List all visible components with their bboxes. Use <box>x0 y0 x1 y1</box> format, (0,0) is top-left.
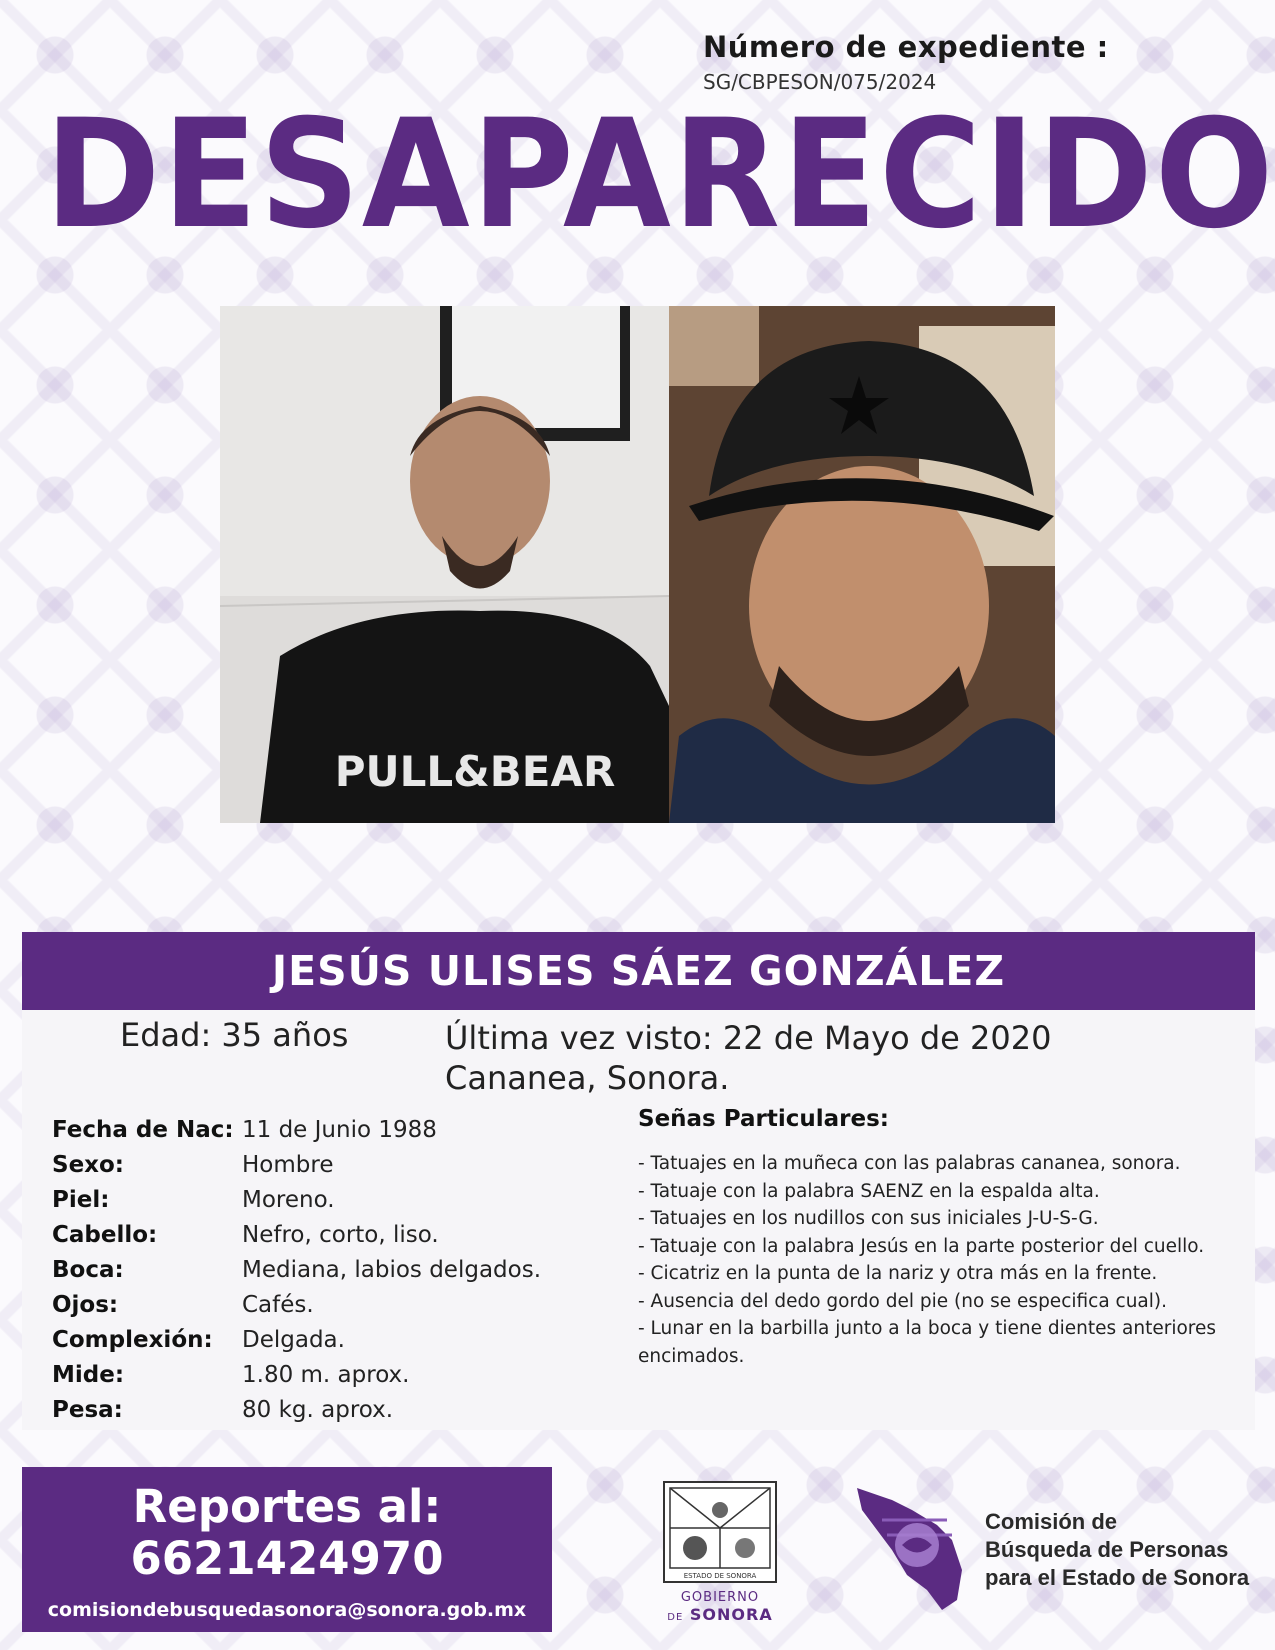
mark-item: - Ausencia del dedo gordo del pie (no se especifica cual). <box>638 1290 1168 1312</box>
detail-value: 80 kg. aprox. <box>242 1396 394 1423</box>
case-number-value: SG/CBPESON/075/2024 <box>703 70 937 94</box>
detail-value: Hombre <box>242 1151 334 1178</box>
comision-line3: para el Estado de Sonora <box>985 1565 1250 1590</box>
detail-label: Complexión: <box>52 1326 213 1353</box>
last-seen-date: Última vez visto: 22 de Mayo de 2020 <box>445 1019 1052 1057</box>
detail-row <box>52 1252 541 1287</box>
detail-row <box>52 1112 541 1147</box>
detail-value: Moreno. <box>242 1186 335 1213</box>
comision-logo-text <box>985 1508 1249 1592</box>
coat-caption: ESTADO DE SONORA <box>683 1572 757 1580</box>
detail-label: Fecha de Nac: <box>52 1116 234 1143</box>
mark-item: - Cicatriz en la punta de la nariz y otra más en la frente. <box>638 1263 1158 1284</box>
detail-value: Mediana, labios delgados. <box>242 1256 542 1283</box>
detail-label: Mide: <box>52 1361 125 1388</box>
detail-row <box>52 1392 541 1427</box>
photo-right <box>669 306 1055 823</box>
detail-value: 1.80 m. aprox. <box>242 1361 410 1388</box>
sonora-text: SONORA <box>689 1605 773 1624</box>
shirt-text: PULL&BEAR <box>334 747 616 796</box>
detail-label: Ojos: <box>52 1291 119 1318</box>
detail-value: 11 de Junio 1988 <box>242 1116 437 1143</box>
page-title: DESAPARECIDO <box>44 88 1275 262</box>
gobierno-text: GOBIERNO <box>680 1590 760 1605</box>
detail-label: Piel: <box>52 1186 110 1213</box>
detail-row <box>52 1182 541 1217</box>
distinguishing-marks <box>638 1106 1238 1370</box>
detail-label: Cabello: <box>52 1221 158 1248</box>
sonora-map-hands-icon <box>852 1480 972 1615</box>
detail-row <box>52 1357 541 1392</box>
detail-row <box>52 1322 541 1357</box>
person-name: JESÚS ULISES SÁEZ GONZÁLEZ <box>22 932 1255 1010</box>
photo-left <box>220 306 669 823</box>
mark-item: - Lunar en la barbilla junto a la boca y tiene dientes anteriores encimados. <box>638 1318 1217 1367</box>
case-number <box>703 30 1109 94</box>
mark-item: - Tatuaje con la palabra Jesús en la parte posterior del cuello. <box>638 1235 1205 1257</box>
case-number-label: Número de expediente : <box>703 30 1109 64</box>
distinguishing-marks-title: Señas Particulares: <box>638 1106 889 1132</box>
gobierno-de-text: DE <box>667 1612 684 1623</box>
report-box <box>22 1467 552 1632</box>
report-phone[interactable]: 6621424970 <box>130 1532 444 1585</box>
mark-item: - Tatuajes en los nudillos con sus iniciales J-U-S-G. <box>638 1208 1099 1229</box>
age: Edad: 35 años <box>120 1016 349 1054</box>
comision-line2: Búsqueda de Personas <box>985 1537 1229 1562</box>
physical-details <box>52 1112 541 1427</box>
detail-row <box>52 1287 541 1322</box>
detail-label: Boca: <box>52 1256 124 1283</box>
comision-line1: Comisión de <box>985 1509 1118 1534</box>
report-label: Reportes al: <box>132 1480 442 1533</box>
mark-item: - Tatuaje con la palabra SAENZ en la espalda alta. <box>638 1180 1100 1202</box>
detail-label: Sexo: <box>52 1151 124 1178</box>
gobierno-sonora-logo <box>650 1590 790 1624</box>
last-seen <box>445 1018 1051 1098</box>
last-seen-place: Cananea, Sonora. <box>445 1059 730 1097</box>
detail-value: Nefro, corto, liso. <box>242 1221 439 1248</box>
mark-item: - Tatuajes en la muñeca con las palabras cananea, sonora. <box>638 1153 1181 1174</box>
report-email[interactable]: comisiondebusquedasonora@sonora.gob.mx <box>47 1599 527 1621</box>
detail-label: Pesa: <box>52 1396 123 1423</box>
detail-value: Cafés. <box>242 1291 314 1318</box>
detail-row <box>52 1217 541 1252</box>
detail-value: Delgada. <box>242 1326 345 1353</box>
detail-row <box>52 1147 541 1182</box>
